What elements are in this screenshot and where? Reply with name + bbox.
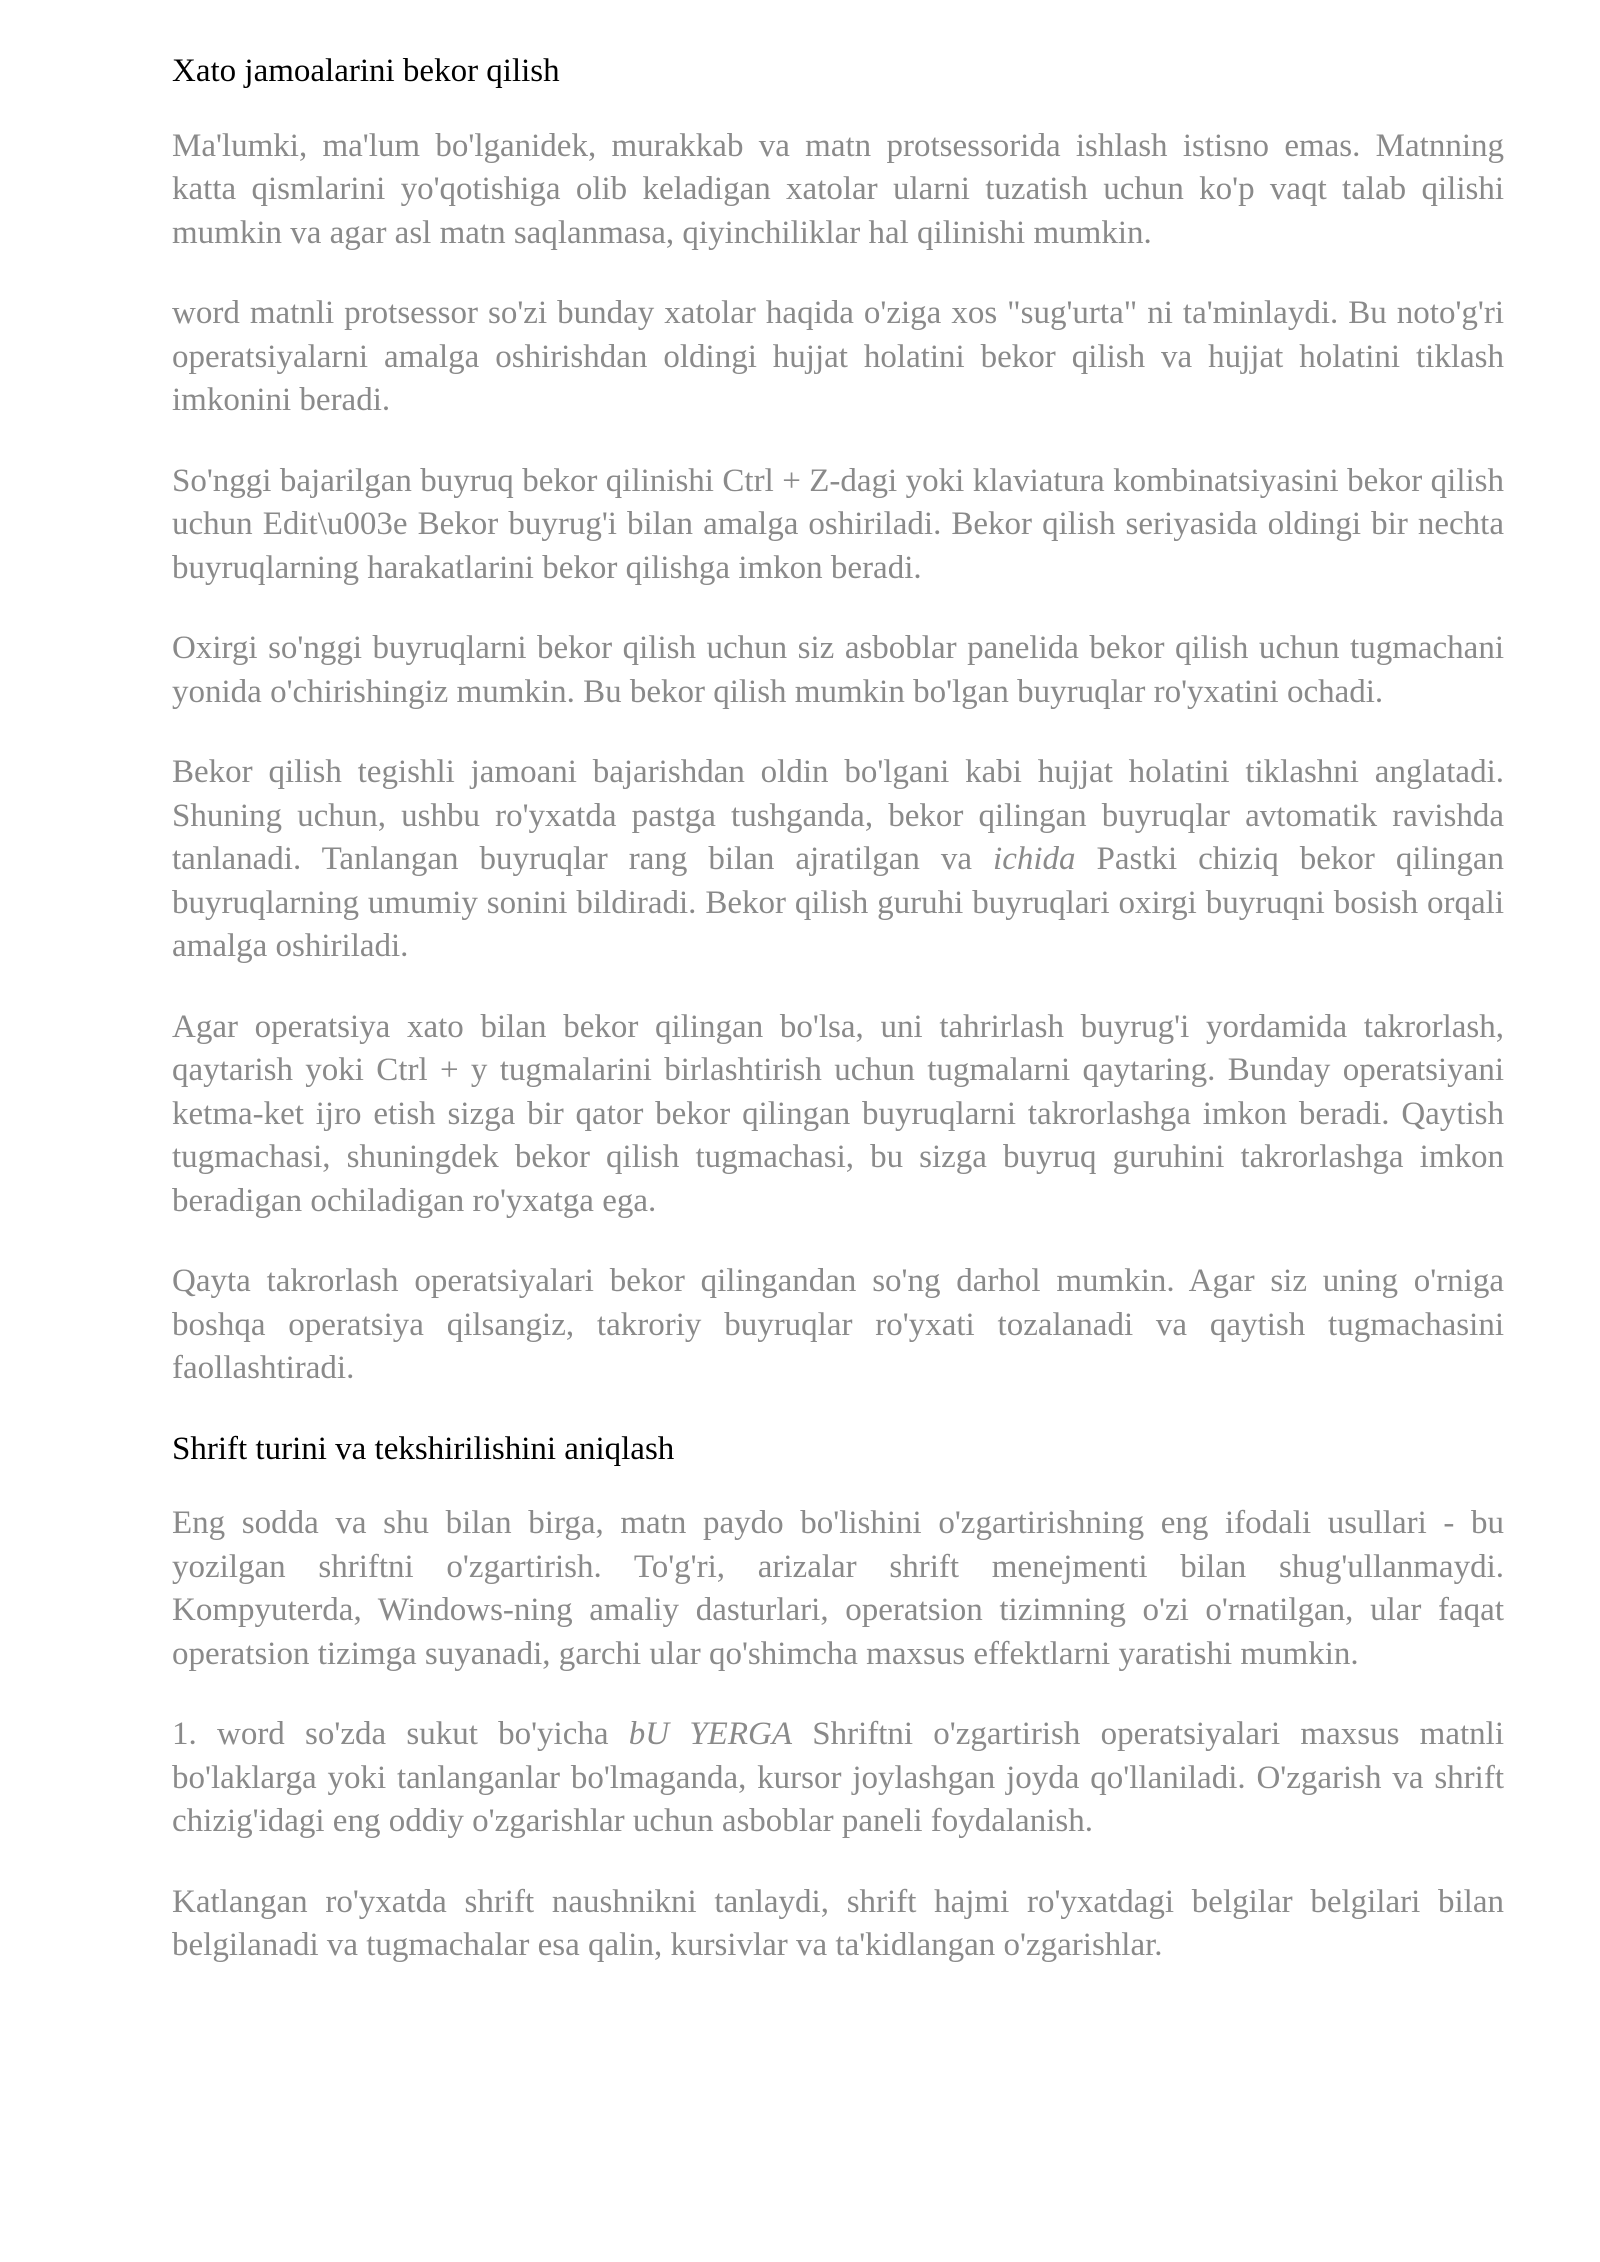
paragraph-redo: Agar operatsiya xato bilan bekor qilingan bo'lsa, uni tahrirlash buyrug'i yordamida takrorlash, qaytarish yoki Ctrl + y tugmalarini birlashtirish uchun tugmalarni qaytaring. Bunday operatsiyani ketma-ket ijro etish sizga bir qator bekor qilingan buyruqlarni takrorlashga imkon beradi. Qaytish tugmachasi, shuningdek bekor qilish tugmachasi, bu sizga buyruq guruhini takrorlashga imkon beradigan ochiladigan ro'yxatga ega. — [172, 1008, 1504, 1219]
paragraph-font-default-text-b: Shriftni o'zgartirish operatsiyalari maxsus matnli bo'laklarga yoki tanlanganlar bo'lmaganda, kursor joylashgan joyda qo'llaniladi. O'zgarish va shrift chizig'idagi eng oddiy o'zgarishlar uchun asboblar paneli foydalanish. — [172, 1716, 1504, 1839]
paragraph-undo-restore-text-b: Pastki chiziq bekor qilingan buyruqlarning umumiy sonini bildiradi. Bekor qilish guruhi buyruqlari oxirgi buyruqni bosish orqali amalga oshiriladi. — [172, 841, 1504, 964]
paragraph-undo-shortcut: So'nggi bajarilgan buyruq bekor qilinishi Ctrl + Z-dagi yoki klaviatura kombinatsiyasini bekor qilish uchun Edit\u003e Bekor buyrug'i bilan amalga oshiriladi. Bekor qilish seriyasida oldingi bir nechta buyruqlarning harakatlarini bekor qilishga imkon beradi. — [172, 462, 1504, 586]
paragraph-undo-restore-italic: ichida — [993, 841, 1076, 877]
paragraph-font-list: Katlangan ro'yxatda shrift naushnikni tanlaydi, shrift hajmi ro'yxatdagi belgilar belgilari bilan belgilanadi va tugmachalar esa qalin, kursivlar va ta'kidlangan o'zgarishlar. — [172, 1883, 1504, 1963]
paragraph-font-default-italic: bU YERGA — [628, 1716, 792, 1752]
paragraph-font-default — [172, 1713, 1504, 1844]
paragraph-font-default-text-a: 1. word so'zda sukut bo'yicha — [172, 1716, 629, 1752]
paragraph-undo-restore-text-a: Bekor qilish tegishli jamoani bajarishdan oldin bo'lgani kabi hujjat holatini tiklashni anglatadi. Shuning uchun, ushbu ro'yxatda pastga tushganda, bekor qilingan buyruqlar avtomatik ravishda tanlanadi. Tanlangan buyruqlar rang bilan ajratilgan va — [172, 754, 1504, 877]
paragraph-undo-restore — [172, 751, 1504, 969]
document-page — [172, 50, 1504, 2005]
paragraph-font-intro: Eng sodda va shu bilan birga, matn paydo bo'lishini o'zgartirishning eng ifodali usullari - bu yozilgan shriftni o'zgartirish. To'g'ri, arizalar shrift menejmenti bilan shug'ullanmaydi. Kompyuterda, Windows-ning amaliy dasturlari, operatsion tizimning o'zi o'rnatilgan, ular faqat operatsion tizimga suyanadi, garchi ular qo'shimcha maxsus effektlarni yaratishi mumkin. — [172, 1505, 1504, 1672]
section-heading-undo: Xato jamoalarini bekor qilish — [172, 53, 560, 89]
paragraph-undo-insurance: word matnli protsessor so'zi bunday xatolar haqida o'ziga xos "sug'urta" ni ta'minlaydi. Bu noto'g'ri operatsiyalarni amalga oshirishdan oldingi hujjat holatini bekor qilish va hujjat holatini tiklash imkonini beradi. — [172, 295, 1504, 418]
paragraph-undo-intro: Ma'lumki, ma'lum bo'lganidek, murakkab va matn protsessorida ishlash istisno emas. Matnning katta qismlarini yo'qotishiga olib keladigan xatolar ularni tuzatish uchun ko'p vaqt talab qilishi mumkin va agar asl matn saqlanmasa, qiyinchiliklar hal qilinishi mumkin. — [172, 127, 1504, 251]
section-heading-font: Shrift turini va tekshirilishini aniqlash — [172, 1430, 675, 1467]
paragraph-undo-list: Oxirgi so'nggi buyruqlarni bekor qilish uchun siz asboblar panelida bekor qilish uchun tugmachani yonida o'chirishingiz mumkin. Bu bekor qilish mumkin bo'lgan buyruqlar ro'yxatini ochadi. — [172, 630, 1504, 710]
paragraph-redo-availability: Qayta takrorlash operatsiyalari bekor qilingandan so'ng darhol mumkin. Agar siz uning o'rniga boshqa operatsiya qilsangiz, takroriy buyruqlar ro'yxati tozalanadi va qaytish tugmachasini faollashtiradi. — [172, 1263, 1504, 1386]
